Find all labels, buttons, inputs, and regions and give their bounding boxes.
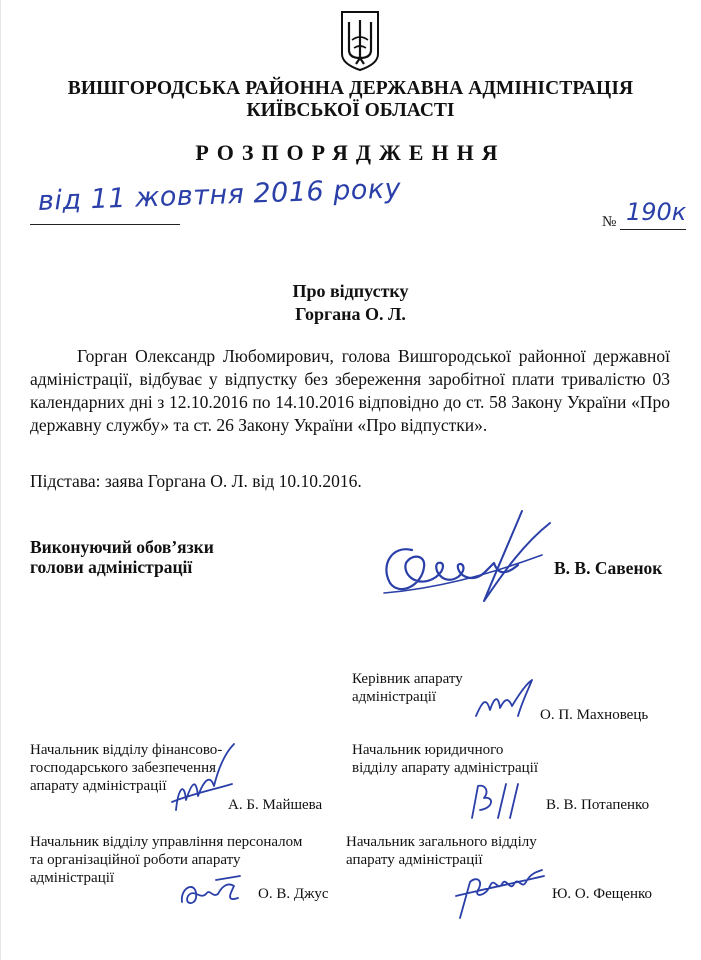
approval-role-line: Керівник апарату: [352, 671, 463, 687]
signatory-name: В. В. Савенок: [554, 558, 663, 578]
order-paragraph: Горган Олександр Любомирович, голова Вишгородської районної державної адміністрації, відбуває у відпустку без збереження заробітної плати тривалістю 03 календарних дні з 12.10.2016 по 14.10.2016 відповідно до ст. 58 Закону України «Про державну службу» та ст. 26 Закону України «Про відпустки».: [30, 346, 670, 435]
organization-name: ВИШГОРОДСЬКА РАЙОННА ДЕРЖАВНА АДМІНІСТРАЦІЯ: [67, 78, 634, 99]
approval-name: В. В. Потапенко: [546, 797, 650, 813]
approval-role-line: Начальник загального відділу: [346, 834, 537, 850]
approval-role-line: апарату адміністрації: [346, 852, 483, 868]
handwritten-number: 190к: [626, 198, 687, 226]
approval-role-line: адміністрації: [30, 870, 115, 886]
approval-role-personnel: [30, 833, 302, 887]
signature-dzhus: [176, 872, 248, 910]
handwritten-date: від 11 жовтня 2016 року: [37, 173, 402, 217]
tryzub-emblem-icon: [338, 10, 382, 72]
number-label: №: [602, 214, 617, 230]
signature-potapenko: [464, 778, 534, 822]
approval-role-line: та організаційної роботи апарату: [30, 852, 241, 868]
number-underline: [620, 229, 686, 230]
signatory-role-line2: голови адміністрації: [30, 557, 193, 577]
date-underline: [30, 224, 180, 225]
approval-role-apparatus-head: [352, 670, 463, 706]
approval-role-line: Начальник відділу управління персоналом: [30, 834, 303, 850]
organization-region: КИЇВСЬКОЇ ОБЛАСТІ: [246, 100, 455, 121]
approval-role-line: адміністрації: [352, 689, 437, 705]
basis-line: Підстава: заява Горгана О. Л. від 10.10.2016.: [30, 471, 362, 491]
approval-role-line: господарського забезпечення: [30, 760, 216, 776]
approval-name: Ю. О. Фещенко: [552, 886, 653, 902]
subject-person: Горгана О. Л.: [295, 304, 406, 324]
approval-role-line: Начальник відділу фінансово-: [30, 742, 223, 758]
approval-name: О. В. Джус: [258, 886, 329, 902]
subject-title: Про відпустку: [292, 281, 409, 301]
approval-name: А. Б. Майшева: [228, 797, 323, 813]
approval-role-line: Начальник юридичного: [352, 742, 504, 758]
signatory-role-line1: Виконуючий обов’язки: [30, 537, 214, 557]
signature-makhnovets: [472, 676, 542, 724]
approval-name: О. П. Махновець: [540, 707, 649, 723]
signature-feshchenko: [450, 862, 550, 922]
signature-savenok: [372, 505, 552, 610]
approval-role-line: відділу апарату адміністрації: [352, 760, 538, 776]
approval-role-line: апарату адміністрації: [30, 778, 167, 794]
document-type-title: РОЗПОРЯДЖЕННЯ: [195, 140, 506, 165]
approval-role-legal: [352, 741, 538, 777]
